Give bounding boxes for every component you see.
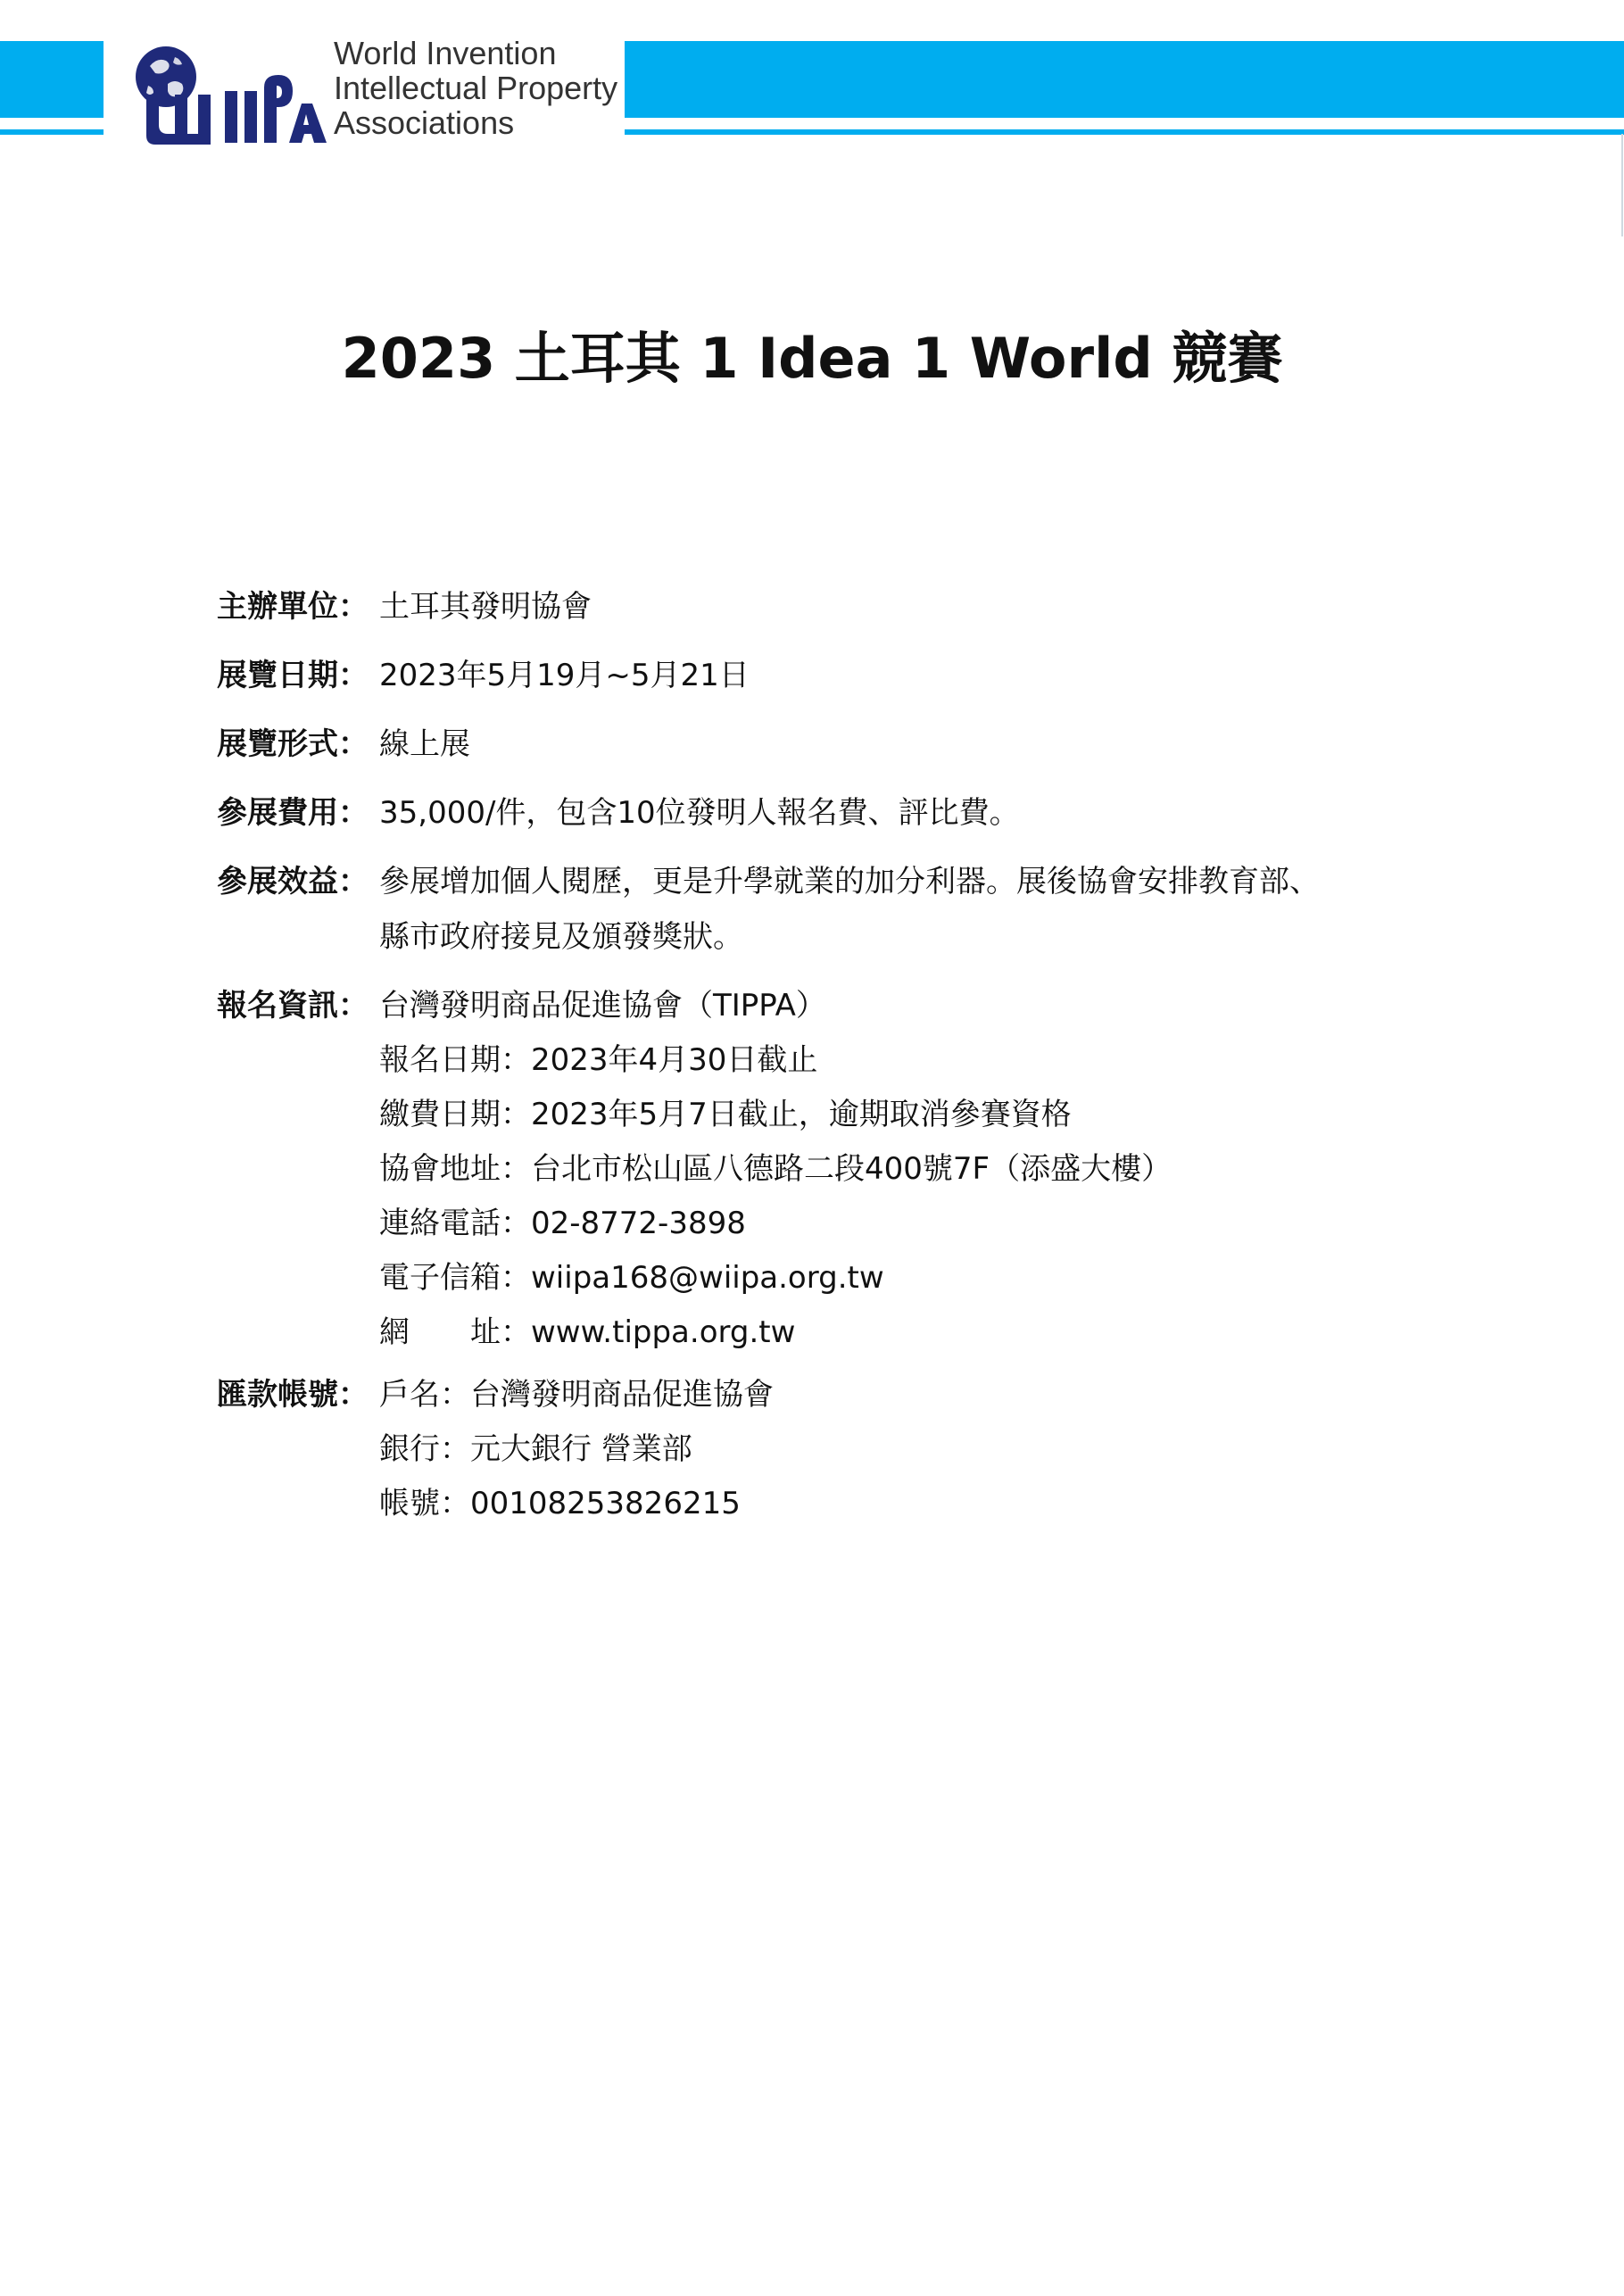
logo-line-1: World Invention	[334, 35, 557, 71]
logo-wordmark	[334, 36, 617, 140]
field-format	[217, 726, 1320, 762]
field-value: 繳費日期：2023年5月7日截止，逾期取消參賽資格	[379, 1097, 1072, 1132]
field-value: 協會地址：台北市松山區八德路二段400號7F（添盛大樓）	[379, 1151, 1172, 1187]
field-label: 展覽形式：	[217, 726, 369, 762]
field-value: 線上展	[379, 726, 470, 762]
email-text: 電子信箱：wiipa168@wiipa.org.tw	[379, 1260, 884, 1296]
field-bank-account	[217, 1377, 1320, 1521]
header-band-right	[625, 41, 1624, 118]
field-fee	[217, 795, 1320, 831]
header-rule-left	[0, 129, 104, 135]
field-value: 土耳其發明協會	[379, 589, 592, 625]
field-label: 參展效益：	[217, 864, 369, 899]
field-label: 參展費用：	[217, 795, 369, 831]
page-title: 2023 土耳其 1 Idea 1 World 競賽	[341, 326, 1283, 391]
website-text: 網 址：www.tippa.org.tw	[379, 1314, 796, 1350]
field-value: 35,000/件，包含10位發明人報名費、評比費。	[379, 795, 1020, 831]
info-list	[217, 589, 1320, 1521]
header-band-left	[0, 41, 104, 118]
field-value: 銀行：元大銀行 營業部	[379, 1431, 692, 1467]
field-organizer	[217, 589, 1320, 625]
field-value: 連絡電話：02-8772-3898	[379, 1206, 746, 1241]
field-label: 匯款帳號：	[217, 1377, 369, 1413]
page-edge-line	[1621, 134, 1623, 236]
field-value: 台灣發明商品促進協會（TIPPA）	[379, 988, 826, 1024]
field-benefit	[217, 864, 1320, 955]
logo-line-3: Associations	[334, 104, 515, 141]
field-value: 縣市政府接見及頒發獎狀。	[379, 919, 743, 955]
field-label: 主辦單位：	[217, 589, 369, 625]
field-label: 展覽日期：	[217, 658, 369, 693]
field-value: 戶名：台灣發明商品促進協會	[379, 1377, 774, 1413]
field-value: 參展增加個人閱歷，更是升學就業的加分利器。展後協會安排教育部、	[379, 864, 1320, 899]
field-value: 報名日期：2023年4月30日截止	[379, 1042, 818, 1078]
header-rule-right	[625, 129, 1624, 135]
field-registration	[217, 988, 1320, 1350]
field-value: 2023年5月19月~5月21日	[379, 658, 750, 693]
logo-line-2: Intellectual Property	[334, 70, 618, 106]
field-value: 帳號：00108253826215	[379, 1486, 741, 1521]
wiipa-logo-icon	[132, 39, 328, 145]
field-label: 報名資訊：	[217, 988, 369, 1024]
field-dates	[217, 658, 1320, 693]
